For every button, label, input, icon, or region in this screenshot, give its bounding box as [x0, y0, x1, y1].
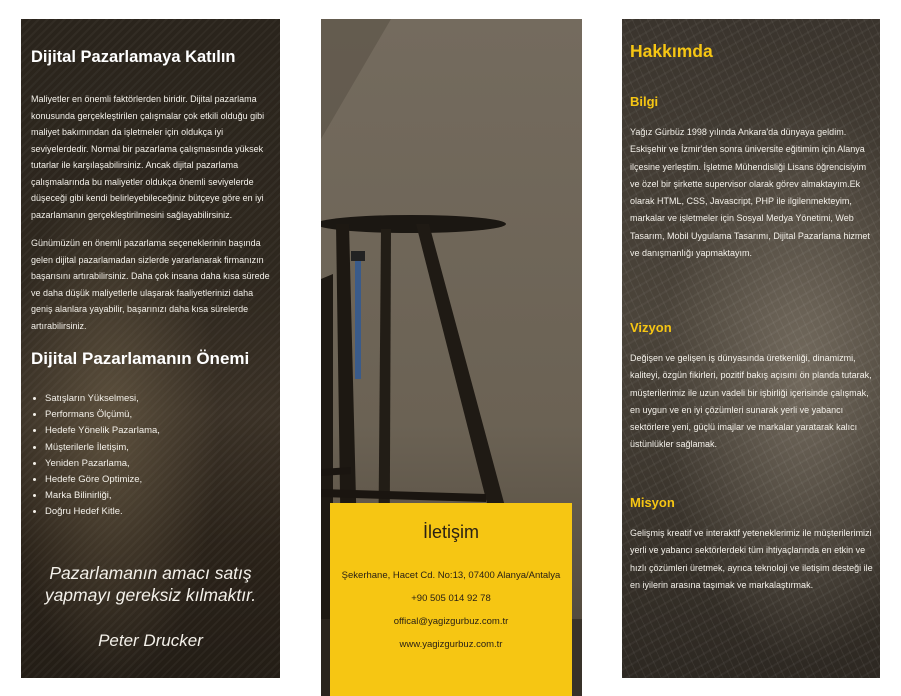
benefits-list — [31, 391, 160, 521]
contact-box — [330, 503, 572, 696]
info-text: Yağız Gürbüz 1998 yılında Ankara'da dünyaya geldim. Eskişehir ve İzmir'den sonra üniversite eğitimim için Alanya ilçesine yerleştim. İşletme Mühendisliği Lisans öğrencisiyim ve özel bir şirkette supervisor olarak görev almaktayım.Ek olarak HTML, CSS, Javascript, PHP ile ilgilenmekteyim, markalar ve işletmeler için Sosyal Medya Yönetimi, Web Tasarım, Mobil Uygulama Tasarımı, Dijital Pazarlama hizmet ve danışmanlığı yapmaktayım. — [630, 127, 870, 259]
quote-line-1: Pazarlamanın amacı satış — [49, 563, 252, 583]
contact-address: Şekerhane, Hacet Cd. No:13, 07400 Alanya/Antalya — [341, 570, 561, 581]
list-item: • Hedefe Yönelik Pazarlama, — [45, 423, 160, 439]
list-item: • Yeniden Pazarlama, — [45, 456, 160, 472]
list-item: • Müşterilerle İletişim, — [45, 440, 160, 456]
vision-heading: Vizyon — [630, 320, 672, 335]
contact-title: İletişim — [422, 522, 479, 542]
contact-phone[interactable]: +90 505 014 92 78 — [411, 593, 491, 604]
contact-website[interactable]: www.yagizgurbuz.com.tr — [399, 639, 503, 650]
mission-heading: Misyon — [630, 495, 675, 510]
contact-email[interactable]: offical@yagizgurbuz.com.tr — [393, 616, 509, 627]
quote — [21, 562, 280, 606]
quote-line-2: yapmayı gereksiz kılmaktır. — [44, 585, 257, 605]
list-item: • Doğru Hedef Kitle. — [45, 504, 160, 520]
list-item: • Satışların Yükselmesi, — [45, 391, 160, 407]
join-heading: Dijital Pazarlamaya Katılın — [31, 48, 236, 66]
about-heading: Hakkımda — [630, 41, 713, 61]
info-heading: Bilgi — [630, 94, 659, 109]
join-paragraph-2: Günümüzün en önemli pazarlama seçeneklerinin başında gelen dijital pazarlamadan sizlerde yararlanarak firmanızın başarısını artırabilirsiniz. Daha çok insana daha kısa sürede ve daha düşük maliyetlerle ulaşarak faaliyetlerinizi daha geniş alanlara yayabilir, başarınızı daha kısa sürelerde artırabilirsiniz. — [31, 238, 270, 331]
left-panel — [21, 19, 280, 678]
mission-text: Gelişmiş kreatif ve interaktif yeteneklerimiz ile müşterilerimizi yerli ve yabancı sektörlerdeki tüm ihtiyaçlarında en etkin ve hızlı çözümleri üretmek, ayrıca teknoloji ve iletişim desteği ile en iyilerin arasına taşımak ve markalaştırmak. — [630, 528, 873, 590]
right-panel — [622, 19, 880, 678]
list-item: • Hedefe Göre Optimize, — [45, 472, 160, 488]
importance-heading: Dijital Pazarlamanın Önemi — [31, 349, 250, 368]
vision-text: Değişen ve gelişen iş dünyasında üretkenliği, dinamizmi, kaliteyi, özgün fikirleri, pozitif bakış açısını ön planda tutarak, müşterilerimiz ile uzun vadeli bir işbirliği içerisinde çalışmak, en uygun ve en iyi çözümleri sunarak yerli ve yabancı sektörlere yeni, güçlü imajlar ve markalar yaratarak kalıcı üstünlükler sağlamak. — [630, 353, 872, 450]
list-item: • Performans Ölçümü, — [45, 407, 160, 423]
join-paragraph-1: Maliyetler en önemli faktörlerden biridir. Dijital pazarlama konusunda gerçekleştirilen çalışmalar çok etkili olduğu gibi maliyet bakımından da işletmeler için oldukça iyi seviyelerdedir. Normal bir pazarlama çalışmasında yüksek tutarlar ile karşılaşabilirsiniz. Ancak dijital pazarlama çalışmalarında bu maliyetler oldukça önemli seviyelerde düşeceği gibi kendi belirleyebileceğiniz bütçeye göre en iyi pazarlamanın gerçekleştirilmesini sağlayabilirsiniz. — [31, 94, 265, 220]
list-item: • Marka Bilinirliği, — [45, 488, 160, 504]
quote-author: Peter Drucker — [98, 631, 203, 650]
